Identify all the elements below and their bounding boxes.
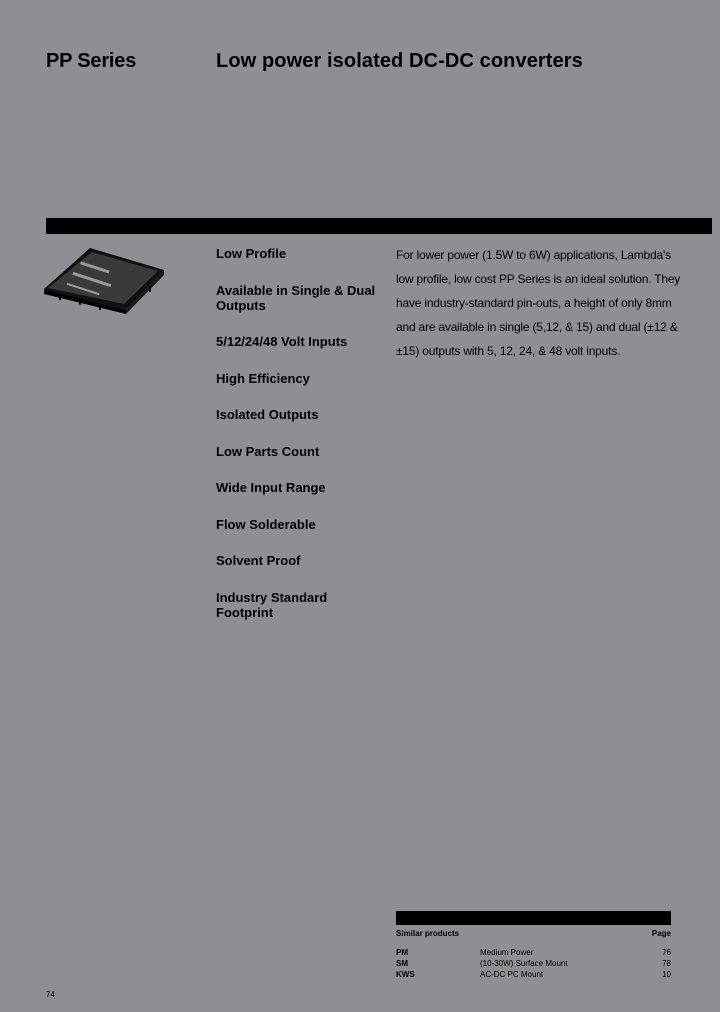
series-name: PP Series (46, 50, 137, 72)
feature-item: Low Parts Count (216, 443, 320, 459)
feature-item: Wide Input Range (216, 480, 326, 495)
feature-item: High Efficiency (216, 370, 310, 386)
intro-paragraph: For lower power (1.5W to 6W) applications, Lambda's low profile, low cost PP Series is an ideal solution. They have industry-standard pin-outs, a height of only 8mm and are available in single (5,12, & 15) and dual (±12 & ±15) outputs with 5, 12, 24, & 48 volt inputs. (396, 248, 681, 358)
page-number: 74 (46, 990, 55, 999)
feature-item: Industry Standard Footprint (216, 589, 328, 620)
similar-products-header (396, 929, 671, 941)
table-row (396, 969, 671, 980)
similar-products-bar (396, 911, 671, 925)
feature-item: Flow Solderable (216, 516, 316, 532)
product-description: (10-30W) Surface Mount (480, 959, 568, 968)
feature-item: Available in Single & Dual Outputs (216, 282, 376, 313)
section-rule (46, 218, 712, 234)
feature-list (216, 246, 376, 641)
product-code: SM (396, 959, 408, 968)
product-page: 76 (662, 948, 671, 957)
product-description: AC-DC PC Mount (480, 970, 544, 979)
table-row (396, 947, 671, 958)
product-photo (40, 244, 170, 314)
feature-item: Solvent Proof (216, 553, 301, 568)
product-code: PM (396, 948, 408, 957)
feature-item: 5/12/24/48 Volt Inputs (216, 334, 348, 349)
feature-item: Low Profile (216, 246, 287, 261)
table-row (396, 958, 671, 969)
similar-products-table (396, 947, 671, 980)
similar-products-heading: Similar products (396, 929, 460, 938)
product-page: 10 (662, 970, 671, 979)
feature-item: Isolated Outputs (216, 407, 319, 422)
page-column-heading: Page (651, 929, 671, 938)
product-code: KWS (396, 970, 415, 979)
product-page: 78 (662, 959, 671, 968)
page-title: Low power isolated DC-DC converters (216, 50, 583, 72)
product-description: Medium Power (480, 948, 534, 957)
